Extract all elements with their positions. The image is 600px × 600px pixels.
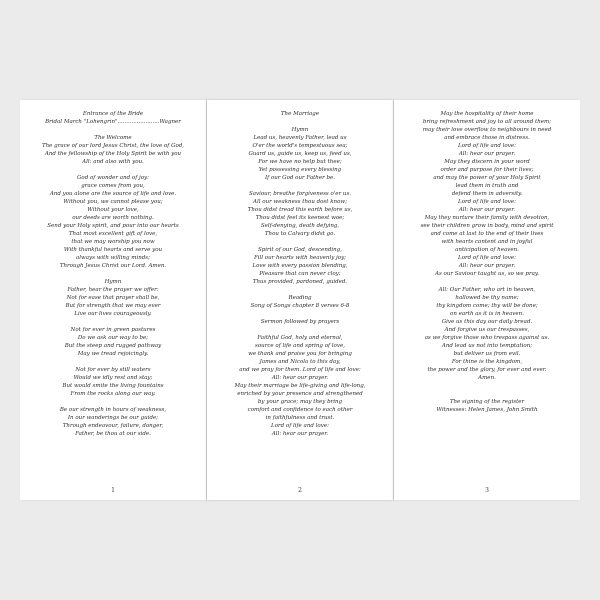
text-line bbox=[207, 118, 393, 126]
page-2-text bbox=[207, 110, 393, 438]
text-line: All our weakness thou dost know; bbox=[253, 199, 347, 205]
text-line: And the fellowship of the Holy Spirit be with you bbox=[44, 151, 182, 157]
text-line: In our wanderings be our guide; bbox=[67, 415, 159, 421]
text-line: May we tread rejoicingly. bbox=[77, 351, 149, 357]
text-line bbox=[394, 390, 580, 398]
text-line bbox=[207, 310, 393, 318]
text-line: Bridal March "Lohengrin"........................Wagner bbox=[45, 119, 181, 125]
text-line: and embrace those in distress. bbox=[444, 135, 530, 141]
page-2 bbox=[207, 100, 393, 500]
text-line: Saviour, breathe forgiveness o'er us. bbox=[248, 191, 352, 197]
text-line: For thine is the kingdom, bbox=[451, 359, 523, 365]
text-line: Thou didst feel its keenest woe; bbox=[255, 215, 345, 221]
text-line: May they nurture their family with devotion, bbox=[424, 215, 550, 221]
text-line: That most excellent gift of love, bbox=[68, 231, 158, 237]
text-line: Hymn bbox=[291, 127, 309, 133]
page-1 bbox=[20, 100, 206, 500]
text-line: The signing of the register bbox=[449, 399, 525, 405]
text-line: If our God our Father be. bbox=[264, 175, 336, 181]
text-line: and come at last to the end of their lives bbox=[430, 231, 544, 237]
text-line: Father, be thou at our side. bbox=[75, 431, 151, 437]
text-line: by your grace; may they bring bbox=[257, 399, 343, 405]
text-line: Love with every passion blending, bbox=[252, 263, 348, 269]
text-line: hallowed be thy name; bbox=[455, 295, 519, 301]
text-line: All: hear our prayer. bbox=[458, 263, 516, 269]
text-line: Give us this day our daily bread. bbox=[441, 319, 533, 325]
text-line bbox=[20, 166, 206, 174]
page-3 bbox=[394, 100, 580, 500]
text-line: Song of Songs chapter 8 verses 6-8 bbox=[250, 303, 350, 309]
text-line: Send your Holy spirit, and pour into our hearts bbox=[47, 223, 179, 229]
text-line: as we forgive those who trespass against us. bbox=[424, 335, 550, 341]
text-line: grace comes from you, bbox=[81, 183, 145, 189]
text-line bbox=[20, 318, 206, 326]
text-line: All: hear our prayer. bbox=[458, 207, 516, 213]
text-line: in faithfulness and trust. bbox=[265, 415, 335, 421]
text-line: Amen. bbox=[478, 375, 496, 381]
text-line bbox=[207, 182, 393, 190]
text-line: Not for ease that prayer shall be, bbox=[66, 295, 160, 301]
page-number-2: 2 bbox=[298, 487, 302, 494]
text-line: Without you, we cannot please you; bbox=[63, 199, 163, 205]
text-line bbox=[207, 286, 393, 294]
text-line: but deliver us from evil. bbox=[453, 351, 521, 357]
text-line: All: hear our prayer. bbox=[458, 151, 516, 157]
text-line: The Marriage bbox=[280, 111, 320, 117]
text-line: Lord of life and love: bbox=[458, 255, 516, 261]
text-line: the power and the glory, for ever and ever. bbox=[427, 367, 547, 373]
text-line: with hearts content and in joyful bbox=[441, 239, 533, 245]
text-line: Thou to Calvary didst go. bbox=[264, 231, 336, 237]
text-line: Hymn bbox=[104, 279, 122, 285]
text-line: Self-denying, death defying, bbox=[260, 223, 340, 229]
text-line: Through Jesus Christ our Lord. Amen. bbox=[59, 263, 167, 269]
text-line: God of wonder and of joy: bbox=[77, 175, 149, 181]
text-line: Entrance of the Bride bbox=[82, 111, 144, 117]
text-line: Thus provided, pardoned, guided. bbox=[252, 279, 348, 285]
text-line: All: Our Father, who art in heaven, bbox=[438, 287, 536, 293]
text-line: Spirit of our God, descending, bbox=[257, 247, 342, 253]
text-line bbox=[20, 358, 206, 366]
text-line bbox=[394, 382, 580, 390]
text-line: All: and also with you. bbox=[82, 159, 144, 165]
text-line: Sermon followed by prayers bbox=[260, 319, 340, 325]
text-line: May their marriage be life-giving and life-long, bbox=[234, 383, 366, 389]
text-line: Guard us, guide us, keep us, feed us, bbox=[248, 151, 352, 157]
text-line: The grace of our lord Jesus Christ, the love of God, bbox=[41, 143, 185, 149]
text-line: order and purpose for their lives; bbox=[440, 167, 534, 173]
text-line: James and Nicola to this day, bbox=[259, 359, 341, 365]
text-line: And you alone are the source of life and love. bbox=[49, 191, 177, 197]
text-line: Not for ever by still waters bbox=[75, 367, 151, 373]
text-line: Through endeavour, failure, danger, bbox=[62, 423, 164, 429]
text-line: May the hospitality of their home bbox=[440, 111, 534, 117]
text-line bbox=[207, 238, 393, 246]
text-line: and may the power of your Holy Spirit bbox=[433, 175, 541, 181]
text-line: All: hear our prayer. bbox=[271, 431, 329, 437]
text-line: Lord of life and love: bbox=[458, 199, 516, 205]
text-line: And forgive us our trespasses, bbox=[444, 327, 530, 333]
text-line: Would we idly rest and stay; bbox=[73, 375, 153, 381]
text-line: bring refreshment and joy to all around them; bbox=[422, 119, 552, 125]
text-line: Fill our hearts with heavenly joy; bbox=[253, 255, 347, 261]
text-line: But the steep and rugged pathway bbox=[64, 343, 162, 349]
text-line: Do we ask our way to be; bbox=[77, 335, 149, 341]
text-line: Be our strength in hours of weakness, bbox=[59, 407, 167, 413]
page-number-1: 1 bbox=[111, 487, 115, 494]
text-line bbox=[207, 326, 393, 334]
text-line: defend them in adversity. bbox=[451, 191, 523, 197]
text-line: anticipation of heaven. bbox=[455, 247, 519, 253]
page-3-text bbox=[394, 110, 580, 414]
text-line: The Welcome bbox=[94, 135, 132, 141]
text-line: May they discern in your word bbox=[444, 159, 530, 165]
text-line: With thankful hearts and serve you bbox=[63, 247, 163, 253]
text-line bbox=[20, 398, 206, 406]
text-line: Father, hear the prayer we offer: bbox=[67, 287, 159, 293]
text-line: As our Saviour taught us, so we pray. bbox=[435, 271, 539, 277]
text-line: Witnesses: Helen James, John Smith bbox=[436, 407, 538, 413]
text-line: may their love overflow to neighbours in need bbox=[422, 127, 552, 133]
text-line bbox=[20, 270, 206, 278]
text-line: always with willing minds; bbox=[76, 255, 150, 261]
text-line: on earth as it is in heaven. bbox=[450, 311, 524, 317]
text-line: lead them in truth and bbox=[455, 183, 519, 189]
text-line: O'er the world's tempestuous sea; bbox=[252, 143, 348, 149]
text-line: Live our lives courageously. bbox=[74, 311, 152, 317]
text-line: All: hear our prayer. bbox=[271, 375, 329, 381]
text-line: and we pray for them. Lord of life and love: bbox=[239, 367, 361, 373]
text-line: we thank and praise you for bringing bbox=[248, 351, 352, 357]
text-line: comfort and confidence to each other bbox=[247, 407, 353, 413]
text-line: Lead us, heavenly Father, lead us bbox=[253, 135, 347, 141]
text-line: Not for ever in green pastures bbox=[70, 327, 156, 333]
text-line: Pleasure that can never cloy; bbox=[259, 271, 341, 277]
text-line: Faithful God, holy and eternal, bbox=[257, 335, 343, 341]
text-line: Lord of life and love: bbox=[271, 423, 329, 429]
text-line: thy kingdom come; thy will be done; bbox=[436, 303, 538, 309]
text-line: Without your love, bbox=[87, 207, 139, 213]
text-line: But for strength that we may ever bbox=[65, 303, 161, 309]
text-line: source of life and spring of love, bbox=[255, 343, 345, 349]
text-line: enriched by your presence and strengthened bbox=[237, 391, 363, 397]
page-1-text bbox=[20, 110, 206, 438]
text-line: From the rocks along our way. bbox=[70, 391, 156, 397]
text-line bbox=[394, 278, 580, 286]
text-line bbox=[20, 126, 206, 134]
text-line: see their children grow in body, mind and spirit bbox=[420, 223, 554, 229]
text-line: For we have no help but thee; bbox=[258, 159, 342, 165]
text-line: our deeds are worth nothing. bbox=[72, 215, 154, 221]
text-line: But would smite the living fountains bbox=[62, 383, 164, 389]
text-line: Lord of life and love: bbox=[458, 143, 516, 149]
text-line: that we may worship you now bbox=[71, 239, 155, 245]
text-line: And lead us not into temptation; bbox=[441, 343, 533, 349]
text-line: Thou didst tread this earth before us, bbox=[247, 207, 353, 213]
page-number-3: 3 bbox=[485, 487, 489, 494]
text-line: Reading bbox=[288, 295, 312, 301]
text-line: Yet possessing every blessing bbox=[258, 167, 342, 173]
